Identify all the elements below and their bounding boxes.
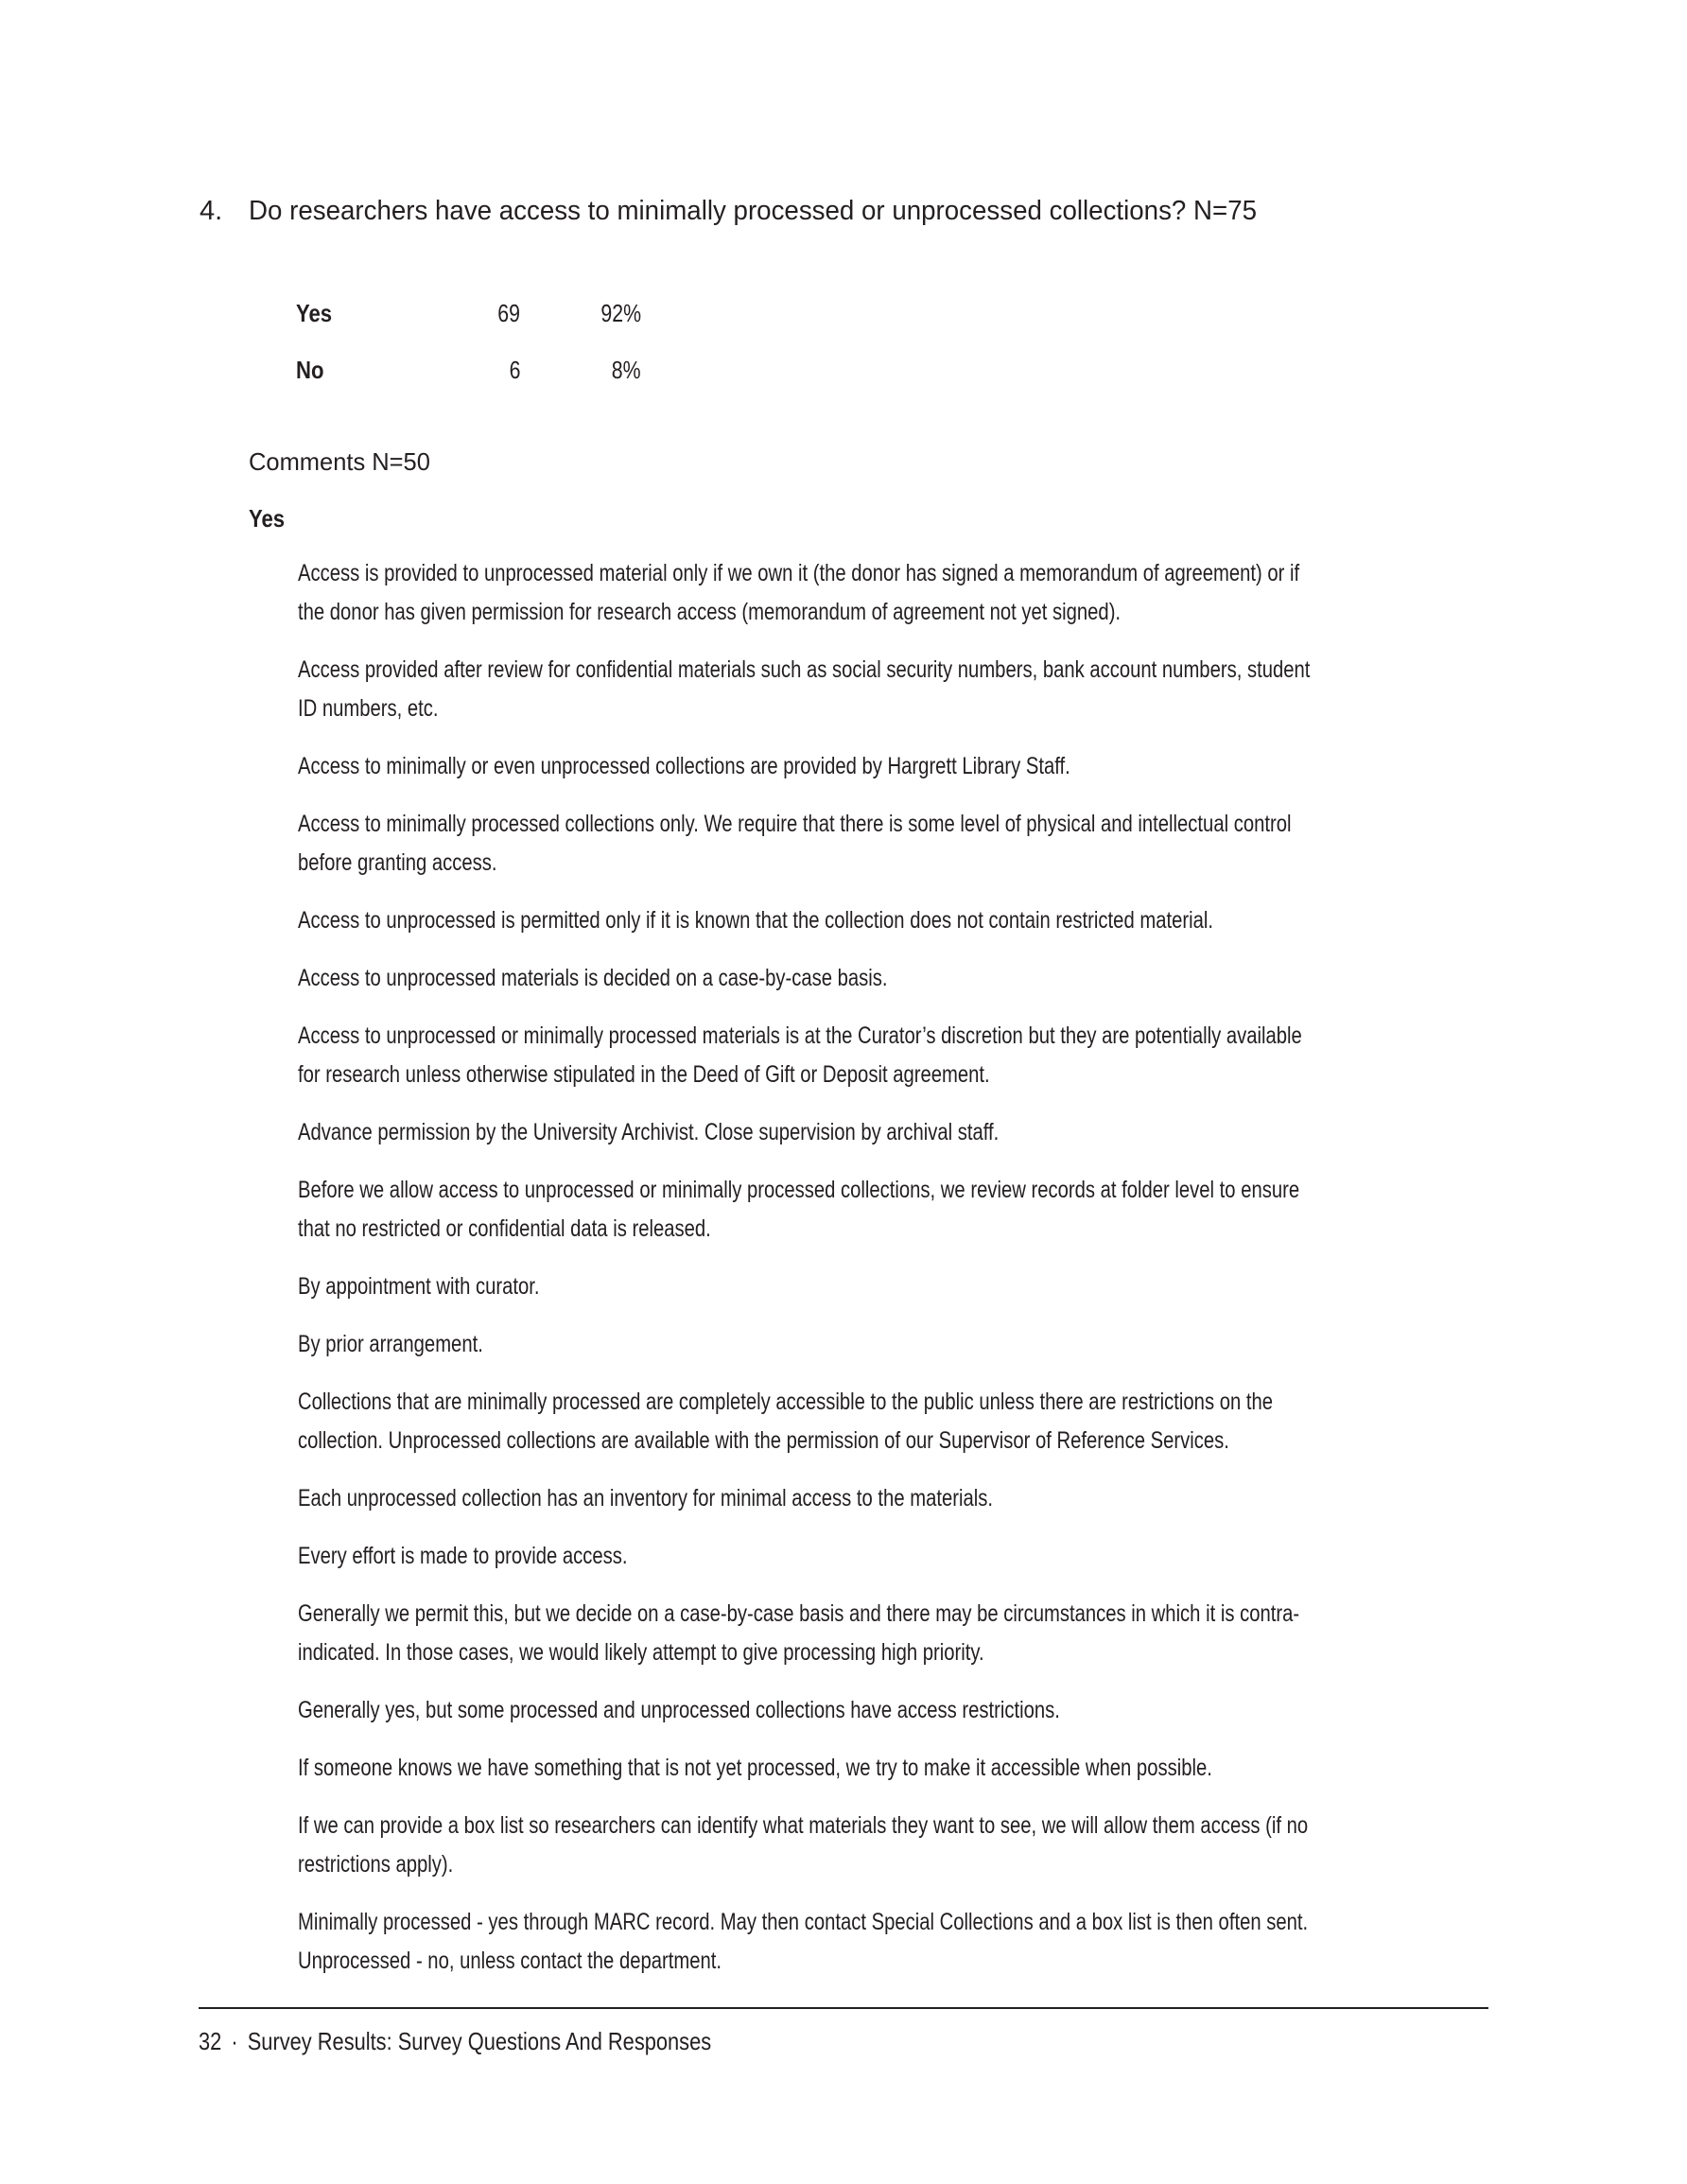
comment-item: [298, 1113, 1470, 1152]
comments-heading: Comments N=50: [249, 447, 430, 476]
comment-line: ID numbers, etc.: [298, 695, 439, 722]
comment-item: [298, 1171, 1470, 1249]
response-row-yes: [296, 296, 674, 330]
comment-line: before granting access.: [298, 849, 497, 876]
comment-item: [298, 1325, 1470, 1364]
comment-line: Access to unprocessed or minimally processed materials is at the Curator’s discretion but they are potentially available: [298, 1022, 1302, 1049]
comment-line: Access to unprocessed materials is decided on a case-by-case basis.: [298, 965, 888, 991]
comment-line: Minimally processed - yes through MARC record. May then contact Special Collections and a box list is then often sent.: [298, 1909, 1309, 1935]
question-number: 4.: [200, 196, 223, 226]
comment-line: If someone knows we have something that is not yet processed, we try to make it accessible when possible.: [298, 1755, 1212, 1781]
comment-item: [298, 651, 1470, 728]
comment-line: restrictions apply).: [298, 1851, 454, 1878]
comments-list: [298, 554, 1470, 2000]
comment-item: [298, 1383, 1470, 1460]
comment-line: Access to unprocessed is permitted only if it is known that the collection does not contain restricted material.: [298, 907, 1213, 934]
footer-separator: ·: [231, 2027, 238, 2055]
comment-line: Access to minimally or even unprocessed collections are provided by Hargrett Library Staff.: [298, 753, 1070, 779]
comment-item: [298, 1595, 1470, 1672]
comment-line: Access provided after review for confidential materials such as social security numbers, bank account numbers, student: [298, 656, 1311, 683]
comment-item: [298, 959, 1470, 998]
comment-line: Generally yes, but some processed and unprocessed collections have access restrictions.: [298, 1697, 1060, 1723]
comment-line: Access is provided to unprocessed material only if we own it (the donor has signed a memorandum of agreement) or if: [298, 560, 1300, 586]
comment-item: [298, 1267, 1470, 1306]
question-text: Do researchers have access to minimally processed or unprocessed collections? N=75: [249, 196, 1258, 226]
footer-rule: [199, 2007, 1488, 2009]
comment-line: the donor has given permission for research access (memorandum of agreement not yet signed).: [298, 599, 1122, 625]
comment-item: [298, 1537, 1470, 1576]
comment-item: [298, 554, 1470, 632]
page-footer: [199, 2024, 711, 2058]
response-label: Yes: [296, 299, 333, 327]
comment-line: that no restricted or confidential data is released.: [298, 1215, 711, 1242]
comment-line: indicated. In those cases, we would likely attempt to give processing high priority.: [298, 1639, 984, 1666]
comment-item: [298, 747, 1470, 786]
comment-line: Each unprocessed collection has an inventory for minimal access to the materials.: [298, 1485, 993, 1511]
comment-line: Collections that are minimally processed are completely accessible to the public unless there are restrictions on the: [298, 1389, 1274, 1415]
response-count: 69: [497, 299, 520, 327]
response-row-no: [296, 353, 674, 387]
comment-line: collection. Unprocessed collections are available with the permission of our Supervisor of Reference Services.: [298, 1427, 1229, 1454]
comment-item: [298, 1691, 1470, 1730]
response-percent: 92%: [600, 299, 641, 327]
comment-line: Unprocessed - no, unless contact the department.: [298, 1948, 722, 1974]
comment-line: Advance permission by the University Archivist. Close supervision by archival staff.: [298, 1119, 1000, 1145]
response-count: 6: [509, 356, 520, 384]
comment-group-label: Yes: [249, 504, 286, 533]
comment-item: [298, 805, 1470, 882]
comment-item: [298, 1903, 1470, 1981]
comment-line: Access to minimally processed collections only. We require that there is some level of physical and intellectual control: [298, 811, 1292, 837]
footer-section-title: Survey Results: Survey Questions And Responses: [247, 2027, 712, 2055]
response-percent: 8%: [612, 356, 641, 384]
comment-line: By prior arrangement.: [298, 1331, 483, 1357]
comment-line: By appointment with curator.: [298, 1273, 540, 1300]
comment-line: Generally we permit this, but we decide on a case-by-case basis and there may be circumstances in which it is contra-: [298, 1600, 1300, 1627]
comment-item: [298, 901, 1470, 940]
comment-item: [298, 1749, 1470, 1788]
comment-item: [298, 1807, 1470, 1884]
comment-line: for research unless otherwise stipulated in the Deed of Gift or Deposit agreement.: [298, 1061, 990, 1088]
comment-line: If we can provide a box list so researchers can identify what materials they want to see, we will allow them access (if no: [298, 1812, 1309, 1839]
comment-line: Every effort is made to provide access.: [298, 1543, 628, 1569]
page-number: 32: [199, 2027, 222, 2055]
response-label: No: [296, 356, 324, 384]
comment-item: [298, 1479, 1470, 1518]
comment-line: Before we allow access to unprocessed or minimally processed collections, we review records at folder level to ensure: [298, 1177, 1300, 1203]
comment-item: [298, 1017, 1470, 1094]
